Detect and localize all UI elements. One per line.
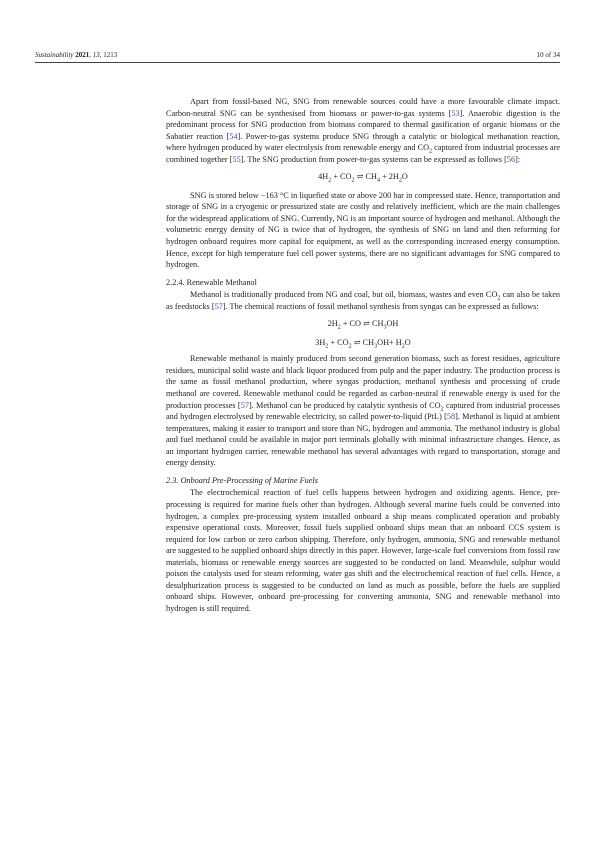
journal-name: Sustainability [35,51,74,59]
journal-year: 2021 [75,51,90,59]
article-number: 1213 [103,51,118,59]
header-rule [35,62,560,63]
article-body [166,96,560,614]
journal-volume: 13 [92,51,100,59]
section-heading-2-3: 2.3. Onboard Pre-Processing of Marine Fuels [166,475,318,485]
equation-1: $4H_2 + CO_2$ ⇌ $CH_4 + 2H_2O$ [318,172,408,184]
page-number: 10 of 34 [536,51,560,59]
equation-2: $2H_2$ + CO ⇌ $CH_3OH$ [327,319,399,331]
section-heading-2-2-4: 2.2.4. Renewable Methanol [166,277,257,287]
paragraph-5: The electrochemical reaction of fuel cells happens between hydrogen and oxidizing agents. Hence, pre-processing is required for marine fuels other than hydrogen. Although several marine fuels could be converted into hydrogen, a complex pre-processing system installed onboard a ship means complicated operation and probably expensive operational costs. Moreover, fossil fuels supplied onboard ships mean that an onboard CCS system is required for low carbon or zero carbon shipping. Therefore, only hydrogen, ammonia, SNG and renewable methanol are suggested to be supplied onboard ships directly in this paper. However, large-scale fuel conversions from fossil raw materials, biomass or renewable energy sources are suggested to be conducted on land. Meanwhile, sulphur would poison the catalysts used for steam reforming, water gas shift and the electrochemical reaction of fuel cells. Hence, a desulphurization process is suggested to be conducted on land as much as possible, before the fuels are supplied onboard ships. However, onboard pre-processing for converting ammonia, SNG and renewable methanol into hydrogen is still required. [166,488,560,613]
paragraph-2: SNG is stored below −163 °C in liquefied state or above 200 bar in compressed state. Hence, transportation and storage of SNG in a cryogenic or pressurized state are costly and relatively inefficient, which are the main challenges for the widespread applications of SNG. Currently, NG is an important source of hydrogen and methanol. Although the volumetric energy density of NG is twice that of hydrogen, the synthesis of SNG on land and then reforming for hydrogen onboard requires more capital for equipment, as well as the corresponding increased energy consumption. Hence, except for high temperature fuel cell power systems, there are no significant advantages for SNG compared to hydrogen. [166,190,560,270]
journal-citation: Sustainability 2021, 13, 1213 [35,51,118,59]
page-header [35,51,560,63]
paragraph-4: Renewable methanol is mainly produced from second generation biomass, such as forest residues, agriculture residues, municipal solid waste and black liquor produced from pulp and the paper industry. The production process is the same as fossil methanol production, where syngas production, methanol synthesis and processing of crude methanol are covered. Renewable methanol could be regarded as carbon-neutral if renewable energy is used for the production processes [57]. Methanol can be produced by catalytic synthesis of $CO_2$ captured from industrial processes and hydrogen electrolysed by renewable electricity, so called power-to-liquid (PtL) [58]. Methanol is liquid at ambient temperatures, making it easier to transport and store than NG, hydrogen and ammonia. The methanol industry is global and fuel methanol could be available in major port terminals globally with minimal infrastructure changes. Hence, as an important hydrogen carrier, renewable methanol has several advantages with regard to transportation, storage and energy density. [166,354,561,468]
paragraph-1: Apart from fossil-based NG, SNG from renewable sources could have a more favourable climate impact. Carbon-neutral SNG can be synthesised from biomass or power-to-gas systems [53]. Anaerobic digestion is the predominant process for SNG production from biomass compared to thermal gasification of organic biomass or the Sabatier reaction [54]. Power-to-gas systems produce SNG through a catalytic or biological methanation reaction, where hydrogen produced by water electrolysis from renewable energy and $CO_2$ captured from industrial processes are combined together [55]. The SNG production from power-to-gas systems can be expressed as follows [56]: [166,97,560,164]
paragraph-3: Methanol is traditionally produced from NG and coal, but oil, biomass, wastes and even $CO_2$ can also be taken as feedstocks [57]. The chemical reactions of fossil methanol synthesis from syngas can be expressed as follows: [166,290,561,311]
equation-3: $3H_2 + CO_2$ ⇌ $CH_3OH+ H_2O$ [315,337,411,350]
